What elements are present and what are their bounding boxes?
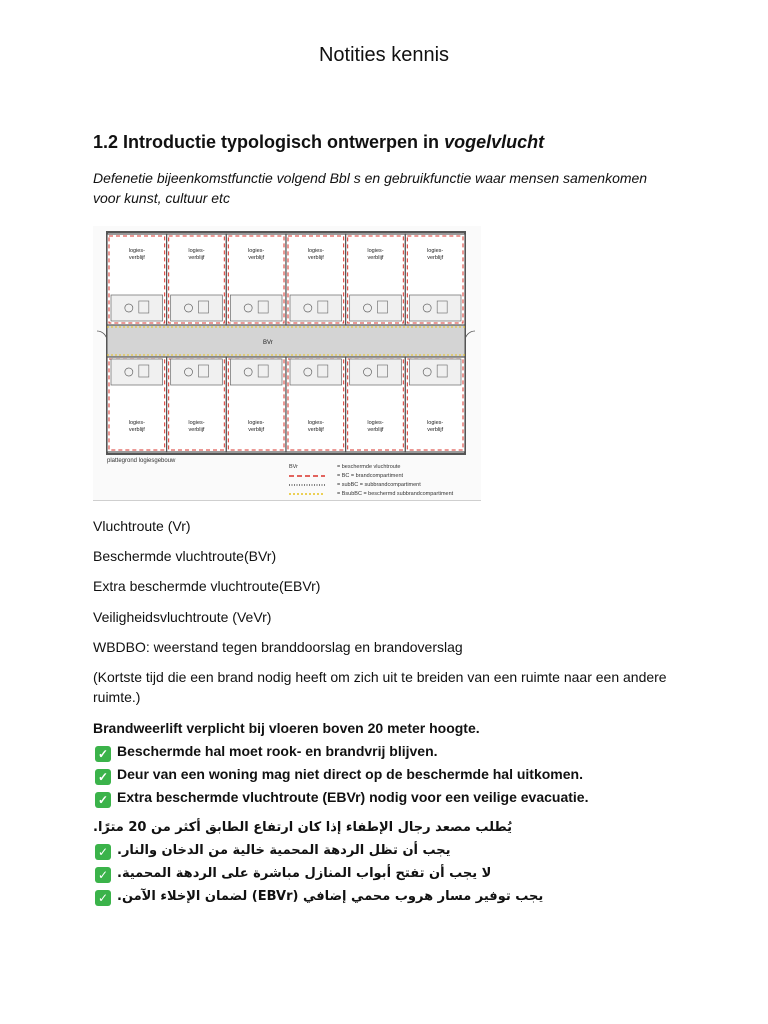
top-rooms	[107, 234, 465, 325]
term-ebvr: Extra beschermde vluchtroute(EBVr)	[93, 578, 321, 594]
legend-text-4: = BsubBC = beschermd subbrandcompartiment	[337, 491, 454, 497]
check-mark-icon: ✓	[95, 746, 111, 762]
plan-caption: plattegrond logiesgebouw	[107, 458, 176, 464]
check-mark-icon: ✓	[95, 769, 111, 785]
room	[346, 357, 406, 452]
room-label: logies-	[307, 420, 324, 426]
arabic-rule-text: يجب أن تظل الردهة المحمية خالية من الدخان والنار.	[117, 843, 451, 858]
room-label: logies-	[427, 248, 444, 254]
arabic-rule-text: يجب توفير مسار هروب محمي إضافي (EBVr) لضمان الإخلاء الآمن.	[117, 889, 544, 904]
rule-item	[95, 764, 583, 785]
check-mark-icon: ✓	[95, 844, 111, 860]
check-mark-icon: ✓	[95, 867, 111, 883]
section-number: 1.2	[93, 132, 119, 152]
check-mark-icon: ✓	[95, 792, 111, 808]
rule-text: Beschermde hal moet rook- en brandvrij blijven.	[117, 743, 438, 759]
room-label: logies-	[188, 248, 205, 254]
room-label: verblijf	[367, 427, 384, 433]
term-bvr: Beschermde vluchtroute(BVr)	[93, 548, 277, 564]
wbdbo-explanation: (Kortste tijd die een brand nodig heeft om zich uit te breiden van een ruimte naar een andere ruimte.)	[93, 669, 667, 705]
room	[286, 357, 346, 452]
room-label: logies-	[248, 420, 265, 426]
room-label: logies-	[307, 248, 324, 254]
room	[167, 357, 227, 452]
room	[226, 357, 286, 452]
legend-text-1: = beschermde vluchtroute	[337, 464, 401, 470]
rules-heading: Brandweerlift verplicht bij vloeren boven 20 meter hoogte.	[93, 720, 480, 736]
room	[286, 234, 346, 325]
arabic-rule-item	[95, 864, 491, 884]
room	[405, 234, 465, 325]
room-label: logies-	[367, 248, 384, 254]
section-title: Introductie typologisch ontwerpen in	[123, 132, 440, 152]
room-label: logies-	[248, 248, 265, 254]
room	[405, 357, 465, 452]
legend-text-2: = BC = brandcompartiment	[337, 473, 404, 479]
bottom-rooms	[107, 357, 465, 452]
room	[107, 234, 167, 325]
section-heading	[93, 132, 544, 153]
room-label: verblijf	[307, 255, 324, 261]
rule-text: Deur van een woning mag niet direct op de beschermde hal uitkomen.	[117, 766, 583, 782]
room	[226, 234, 286, 325]
room-label: logies-	[128, 248, 145, 254]
room-label: verblijf	[367, 255, 384, 261]
arabic-heading: يُطلب مصعد رجال الإطفاء إذا كان ارتفاع الطابق أكثر من 20 مترًا.	[93, 820, 513, 835]
room-label: verblijf	[188, 427, 205, 433]
section-title-italic: vogelvlucht	[444, 132, 545, 152]
arabic-rule-item	[95, 841, 451, 861]
room	[107, 357, 167, 452]
room-label: logies-	[427, 420, 444, 426]
intro-paragraph: Defenetie bijeenkomstfunctie volgend Bbl s en gebruikfunctie waar mensen samenkomen voor kunst, cultuur etc	[93, 170, 648, 206]
arabic-rule-text: لا يجب أن تفتح أبواب المنازل مباشرة على الردهة المحمية.	[117, 866, 492, 881]
term-vluchtroute: Vluchtroute (Vr)	[93, 518, 191, 534]
figure-divider	[93, 500, 481, 501]
room-label: verblijf	[427, 255, 444, 261]
room-label: logies-	[128, 420, 145, 426]
room-label: logies-	[188, 420, 205, 426]
term-vevr: Veiligheidsvluchtroute (VeVr)	[93, 609, 272, 625]
room-label: verblijf	[307, 427, 324, 433]
room-label: verblijf	[427, 427, 444, 433]
legend-key-bvr: BVr	[289, 464, 298, 470]
floor-plan-figure	[93, 226, 481, 501]
room-label: verblijf	[128, 255, 145, 261]
room-label: verblijf	[188, 255, 205, 261]
legend-text-3: = subBC = subbrandcompartiment	[337, 482, 421, 488]
room-label: verblijf	[248, 427, 265, 433]
rule-text: Extra beschermde vluchtroute (EBVr) nodig voor een veilige evacuatie.	[117, 789, 589, 805]
term-wbdbo: WBDBO: weerstand tegen branddoorslag en brandoverslag	[93, 639, 463, 655]
rule-item	[95, 787, 588, 808]
room	[167, 234, 227, 325]
room-label: verblijf	[128, 427, 145, 433]
page-title: Notities kennis	[318, 44, 450, 66]
rule-item	[95, 741, 438, 762]
corridor-label: BVr	[263, 340, 273, 346]
room-label: verblijf	[248, 255, 265, 261]
arabic-rule-item	[95, 887, 543, 907]
check-mark-icon: ✓	[95, 890, 111, 906]
corridor	[107, 325, 465, 357]
room-label: logies-	[367, 420, 384, 426]
room	[346, 234, 406, 325]
